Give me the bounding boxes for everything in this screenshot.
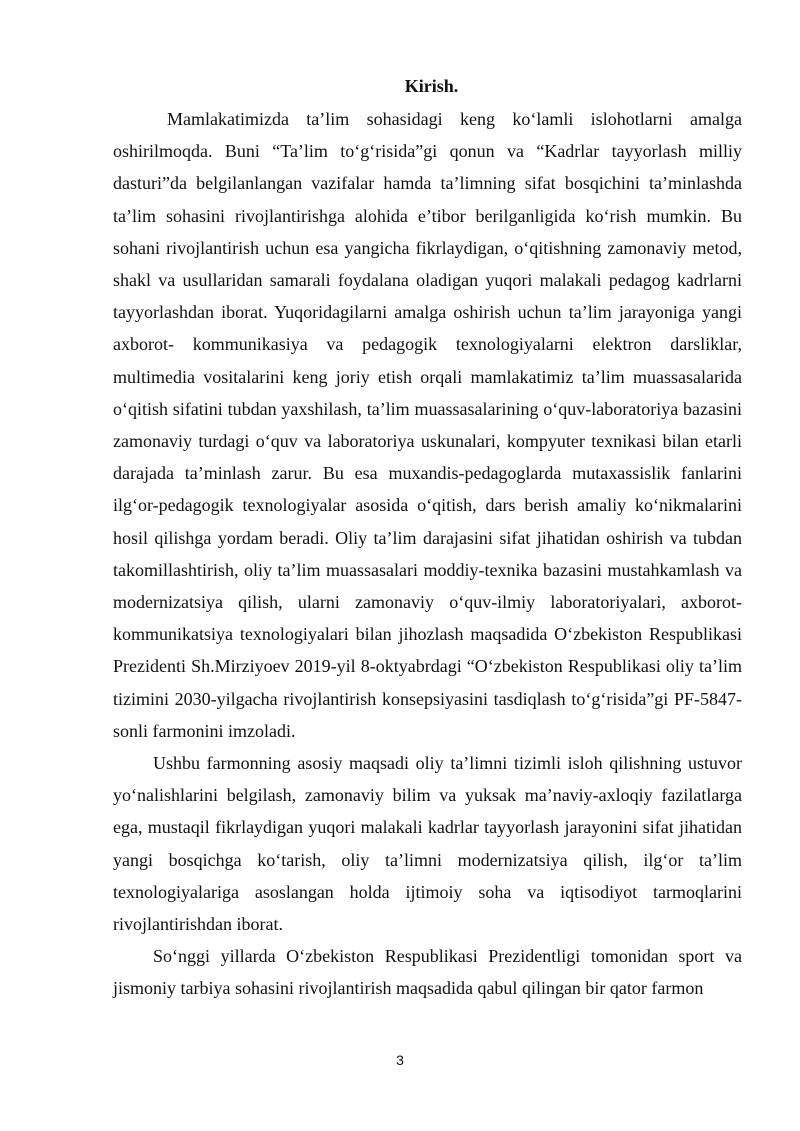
section-title: Kirish. — [404, 76, 459, 96]
document-body — [113, 70, 742, 1005]
paragraph-3: So‘nggi yillarda O‘zbekiston Respublikasi Prezidentligi tomonidan sport va jismoniy tarbiya sohasini rivojlantirish maqsadida qabul qilingan bir qator farmon — [113, 946, 742, 999]
paragraph-1: Mamlakatimizda ta’lim sohasidagi keng ko‘lamli islohotlarni amalga oshirilmoqda. Buni “Ta’lim to‘g‘risida”gi qonun va “Kadrlar tayyorlash milliy dasturi”da belgilanlangan vazifalar hamda ta’limning sifat bosqichini ta’minlashda ta’lim sohasini rivojlantirishga alohida e’tibor berilganligida ko‘rish mumkin. Bu sohani rivojlantirish uchun esa yangicha fikrlaydigan, o‘qitishning zamonaviy metod, shakl va usullaridan samarali foydalana oladigan yuqori malakali pedagog kadrlarni tayyorlashdan iborat. Yuqoridagilarni amalga oshirish uchun ta’lim jarayoniga yangi axborot- kommunikasiya va pedagogik texnologiyalarni elektron darsliklar, multimedia vositalarini keng joriy etish orqali mamlakatimiz ta’lim muassasalarida o‘qitish sifatini tubdan yaxshilash, ta’lim muassasalarining o‘quv-laboratoriya bazasini zamonaviy turdagi o‘quv va laboratoriya uskunalari, kompyuter texnikasi bilan etarli darajada ta’minlash zarur. Bu esa muxandis-pedagoglarda mutaxassislik fanlarini ilg‘or-pedagogik texnologiyalar asosida o‘qitish, dars berish amaliy ko‘nikmalarini hosil qilishga yordam beradi. Oliy ta’lim darajasini sifat jihatidan oshirish va tubdan takomillashtirish, oliy ta’lim muassasalari moddiy-texnika bazasini mustahkamlash va modernizatsiya qilish, ularni zamonaviy o‘quv-ilmiy laboratoriyalari, axborot-kommunikatsiya texnologiyalari bilan jihozlash maqsadida O‘zbekiston Respublikasi Prezidenti Sh.Mirziyoev 2019-yil 8-oktyabrdagi “O‘zbekiston Respublikasi oliy ta’lim tizimini 2030-yilgacha rivojlantirish konsepsiyasini tasdiqlash to‘g‘risida”gi PF-5847-sonli farmonini imzoladi. — [113, 109, 742, 741]
page-number: 3 — [396, 1052, 404, 1068]
paragraph-2: Ushbu farmonning asosiy maqsadi oliy ta’limni tizimli isloh qilishning ustuvor yo‘nalishlarini belgilash, zamonaviy bilim va yuksak ma’naviy-axloqiy fazilatlarga ega, mustaqil fikrlaydigan yuqori malakali kadrlar tayyorlash jarayonini sifat jihatidan yangi bosqichga ko‘tarish, oliy ta’limni modernizatsiya qilish, ilg‘or ta’lim texnologiyalariga asoslangan holda ijtimoiy soha va iqtisodiyot tarmoqlarini rivojlantirishdan iborat. — [113, 753, 742, 935]
